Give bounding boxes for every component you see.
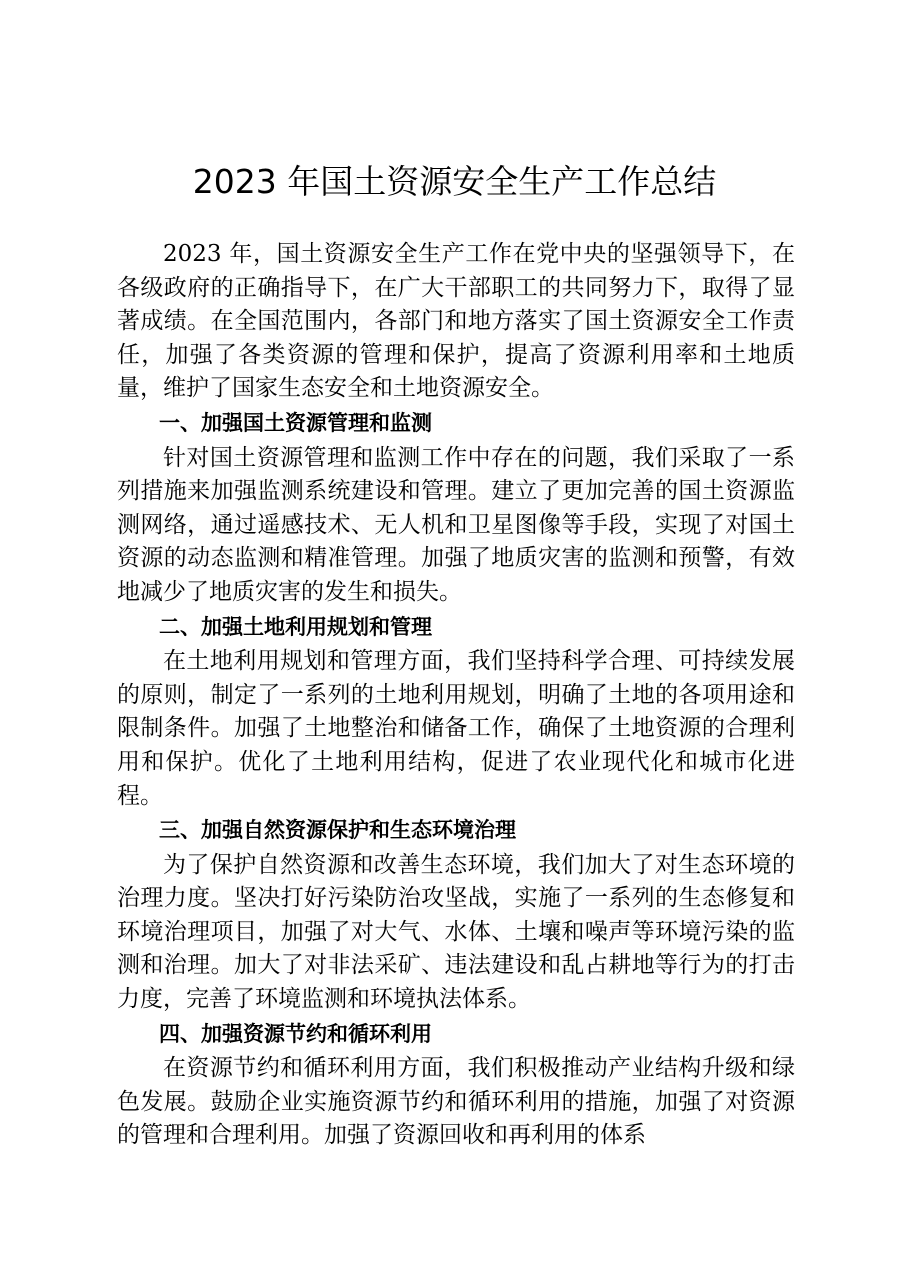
intro-paragraph: 2023 年，国土资源安全生产工作在党中央的坚强领导下，在各级政府的正确指导下，在广大干部职工的共同努力下，取得了显著成绩。在全国范围内，各部门和地方落实了国土资源安全工作责任，加强了各类资源的管理和保护，提高了资源利用率和土地质量，维护了国家生态安全和土地资源安全。 <box>117 241 795 402</box>
section-heading-2: 二、加强土地利用规划和管理 <box>159 614 432 639</box>
section-heading-1: 一、加强国土资源管理和监测 <box>159 410 432 435</box>
section-heading-4: 四、加强资源节约和循环利用 <box>159 1021 432 1046</box>
section-paragraph-1: 针对国土资源管理和监测工作中存在的问题，我们采取了一系列措施来加强监测系统建设和管理。建立了更加完善的国土资源监测网络，通过遥感技术、无人机和卫星图像等手段，实现了对国土资源的动态监测和精准管理。加强了地质灾害的监测和预警，有效地减少了地质灾害的发生和损失。 <box>117 444 795 605</box>
section-paragraph-4: 在资源节约和循环利用方面，我们积极推动产业结构升级和绿色发展。鼓励企业实施资源节约和循环利用的措施，加强了对资源的管理和合理利用。加强了资源回收和再利用的体系 <box>117 1055 795 1149</box>
document-title: 2023 年国土资源安全生产工作总结 <box>192 162 717 201</box>
section-heading-3: 三、加强自然资源保护和生态环境治理 <box>159 818 516 843</box>
section-paragraph-3: 为了保护自然资源和改善生态环境，我们加大了对生态环境的治理力度。坚决打好污染防治攻坚战，实施了一系列的生态修复和环境治理项目，加强了对大气、水体、土壤和噪声等环境污染的监测和治理。加大了对非法采矿、违法建设和乱占耕地等行为的打击力度，完善了环境监测和环境执法体系。 <box>117 851 795 1013</box>
document-body <box>117 238 795 1153</box>
section-paragraph-2: 在土地利用规划和管理方面，我们坚持科学合理、可持续发展的原则，制定了一系列的土地利用规划，明确了土地的各项用途和限制条件。加强了土地整治和储备工作，确保了土地资源的合理利用和保护。优化了土地利用结构，促进了农业现代化和城市化进程。 <box>117 648 795 809</box>
